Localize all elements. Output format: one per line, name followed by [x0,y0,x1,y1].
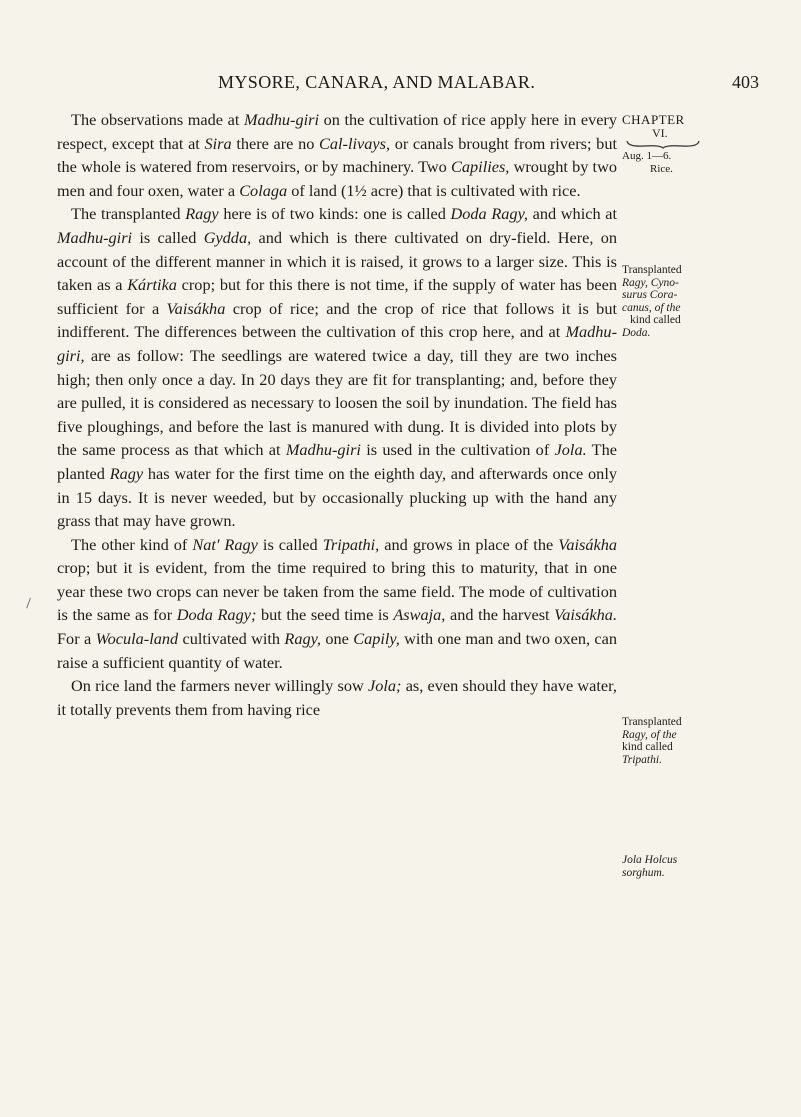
text-run: or canals brought from rivers; but the whole is watered from reservoirs, or by machinery. Two [57,133,617,177]
italic-term: Wocula-land [95,629,179,649]
italic-term: Madhu-giri [285,440,361,460]
page-number: 403 [732,72,759,92]
italic-term: Nat' Ragy [192,534,258,554]
italic-term: Kártika [127,275,177,295]
body-text [57,108,617,721]
text-run: on the cultivation of rice apply here in every respect, except that at [57,110,617,153]
text-run: as, even should they have water, it totally prevents them from having rice [57,676,617,719]
italic-term: Vaisákha [166,298,226,318]
italic-term: Sira [204,133,232,153]
note-line: kind called [630,314,681,327]
italic-term: Jola; [368,676,402,696]
italic-term: Capilies, [451,157,510,177]
italic-term: Jola. [554,440,587,460]
text-run: The other kind of [71,534,193,554]
text-run: of land (1½ acre) that is cultivated with rice. [287,180,581,200]
text-run: and grows in place of the [379,534,559,554]
text-run: wrought by two men and four oxen, water a [57,157,617,200]
note-line: surus Cora- [622,289,678,302]
note-line: Doda. [622,326,651,339]
text-run: one [321,629,354,649]
text-run: crop; but it is evident, from the time required to bring this to maturity, that in one year these two crops can never be taken from the same field. The mode of cultivation is the same as for [57,558,617,625]
note-line: Ragy, of the [622,728,677,741]
italic-term: Madhu-giri [243,110,320,129]
paragraph [57,674,617,721]
chapter-marginal [622,114,704,175]
paragraph [57,202,617,532]
stray-ink-mark [26,598,34,610]
text-run: here is of two kinds: one is called [218,204,451,224]
note-line: Transplanted [622,716,682,728]
italic-term: Doda Ragy, [450,204,528,224]
italic-term: Madhu-giri, [57,322,617,365]
text-run: For a [57,629,96,649]
text-run: The observations made at [71,110,244,129]
italic-term: Ragy [109,463,144,483]
running-head [0,72,801,98]
italic-term: Vaisákha [558,534,618,554]
topic-label: Rice. [650,162,673,175]
text-run: The transplanted [71,204,186,224]
text-run: is called [132,227,204,247]
italic-term: Gydda, [203,227,252,247]
text-run: and which at [527,204,617,224]
note-line: canus, of the [622,301,681,314]
italic-term: Cal-livays, [319,133,391,153]
note-line: Jola Holcus [622,854,678,866]
italic-term: Colaga [239,180,288,200]
italic-term: Capily, [353,629,400,649]
marginal-note-jola [622,854,704,879]
note-line: sorghum. [622,866,665,879]
text-run: On rice land the farmers never willingly sow [71,676,368,696]
italic-term: Doda Ragy; [176,605,257,625]
text-run: The planted [57,440,617,483]
chapter-number: VI. [652,125,668,140]
italic-term: Ragy, [284,629,321,649]
marginal-note-doda [622,264,704,340]
text-run: and the harvest [445,605,555,625]
running-title: MYSORE, CANARA, AND MALABAR. [218,72,536,92]
brace-ornament [626,140,700,149]
text-run: with one man and two oxen, can raise a sufficient quantity of water. [57,629,618,672]
text-run: but the seed time is [256,605,394,625]
note-line: Transplanted [622,264,682,276]
text-run: is called [257,534,323,554]
text-run: are as follow: The seedlings are watered twice a day, till they are two inches high; then only once a day. In 20 days they are fit for transplanting; and, before they are pulled, it is considered as necessary to loosen the soil by inundation. The field has five ploughings, and before the last is manured with dung. It is divided into plots by the same process as that which at [57,345,617,460]
text-run: crop of rice; and the crop of rice that follows it is but indifferent. The differences between the cultivation of this crop here, and at [57,298,617,342]
paragraph [57,108,617,202]
italic-term: Ragy [185,204,219,224]
paragraph [57,533,617,675]
italic-term: Madhu-giri [57,227,133,247]
text-run: and which is there cultivated on dry-field. Here, on account of the different manner in which it is raised, it grows to a larger size. This is taken as a [57,227,617,295]
text-run: crop; but for this there is not time, if the supply of water has been sufficient for a [57,275,617,318]
italic-term: Aswaja, [393,605,446,625]
text-run: there are no [231,133,320,153]
text-run: has water for the first time on the eighth day, and afterwards once only in 15 days. It is never weeded, but by occasionally plucking up with the hand any grass that may have grown. [57,463,617,531]
italic-term: Tripathi, [322,534,380,554]
note-line: Ragy, Cyno- [622,276,679,289]
date-range: Aug. 1—6. [622,150,672,162]
note-line: kind called [622,741,673,754]
italic-term: Vaisákha. [554,605,618,625]
text-run: cultivated with [178,629,285,649]
note-line: Tripathi. [622,753,662,766]
text-run: is used in the cultivation of [360,440,555,460]
chapter-label: CHAPTER [622,112,685,127]
marginal-note-tripathi [622,716,704,766]
